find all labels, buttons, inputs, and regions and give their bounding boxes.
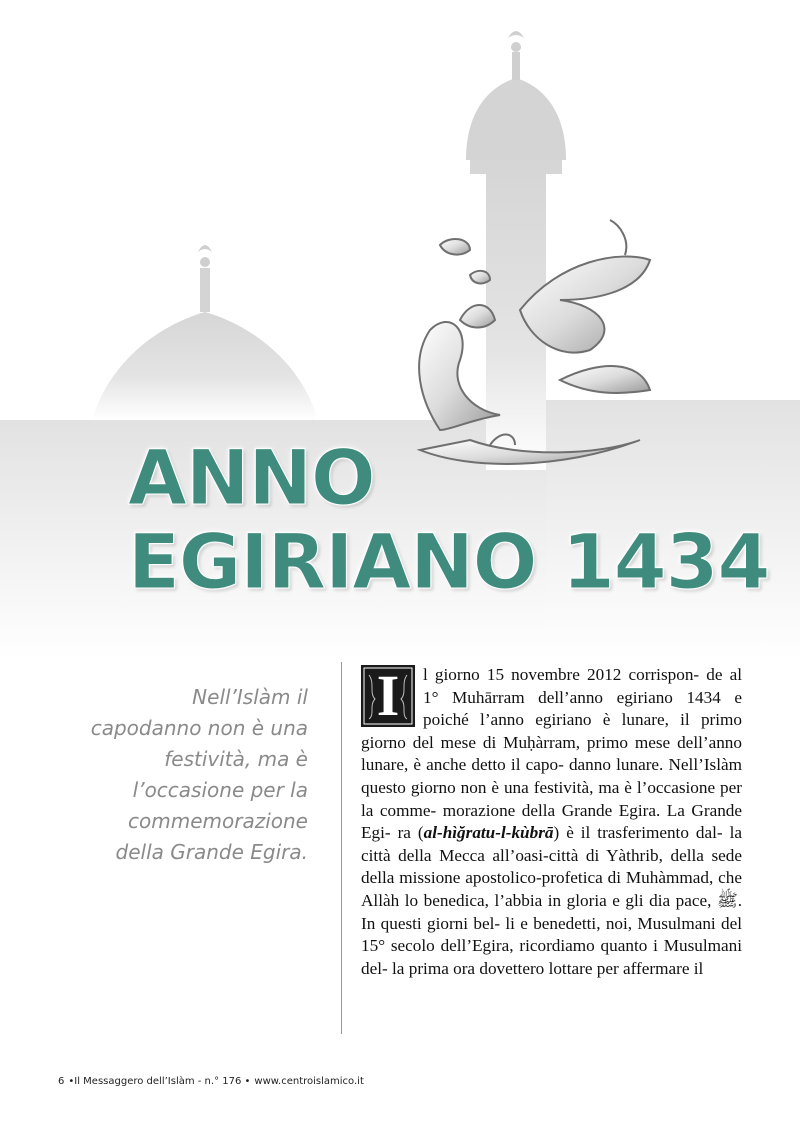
article-line: li e benedetti, noi, Musulmani del 15° secolo: [361, 913, 742, 956]
article-line: dell’Egira, ricordiamo quanto i Musulmani del-: [361, 936, 742, 978]
website-link[interactable]: www.centroislamico.it: [254, 1076, 364, 1087]
article-line: ) è il trasferimento dal-: [553, 823, 723, 843]
article-line: . In questi giorni bel-: [361, 890, 742, 933]
article-line: il primo giorno del mese di Muḥàrram, primo: [361, 710, 743, 752]
article-line: in gloria e gli dia pace,: [547, 890, 717, 910]
article-line: ra (: [397, 823, 424, 843]
page-footer: [58, 1076, 368, 1087]
page-number: 6: [58, 1076, 65, 1087]
dropcap-letter: I: [376, 663, 400, 728]
article-line: della sede della missione apostolico-profetica: [361, 845, 742, 888]
article-line: di Muhàmmad, che Allàh lo benedica, l’abbia: [361, 868, 742, 910]
article-line: una festività, ma è l’occasione per la comme-: [361, 777, 742, 820]
salawat-symbol: ﷺ: [716, 890, 738, 910]
column-divider: [341, 662, 342, 1034]
title-line-2: EGIRIANO 1434: [128, 517, 770, 606]
article-line: la città della Mecca all’oasi-città di Yàthrib,: [361, 823, 742, 865]
article-line: morazione della Grande Egira. La Grande Egi-: [361, 800, 743, 843]
dropcap: [361, 665, 415, 727]
page-title: [128, 433, 788, 606]
article-line: danno lunare. Nell’Islàm questo giorno non è: [361, 755, 743, 797]
magazine-name: •Il Messaggero dell’Islàm - n.° 176 •: [68, 1076, 251, 1087]
title-line-1: ANNO: [128, 433, 375, 522]
article-line: l giorno 15 novembre 2012 corrispon-: [423, 665, 700, 684]
article-line: 1434 e poiché l’anno egiriano è lunare,: [423, 687, 743, 730]
article-line: de al 1° Muhārram dell’anno egiriano: [423, 665, 743, 707]
pull-quote: Nell’Islàm il capodanno non è una festività, ma è l’occasione per la commemorazione della Grande Egira.: [90, 685, 308, 864]
article-line: la prima ora dovettero lottare per affermare il: [392, 958, 704, 978]
article-body: [361, 664, 742, 980]
arabic-term: al-hìğratu-l-kùbrā: [423, 823, 554, 843]
article-line: mese dell’anno lunare, è anche detto il capo-: [361, 732, 742, 775]
